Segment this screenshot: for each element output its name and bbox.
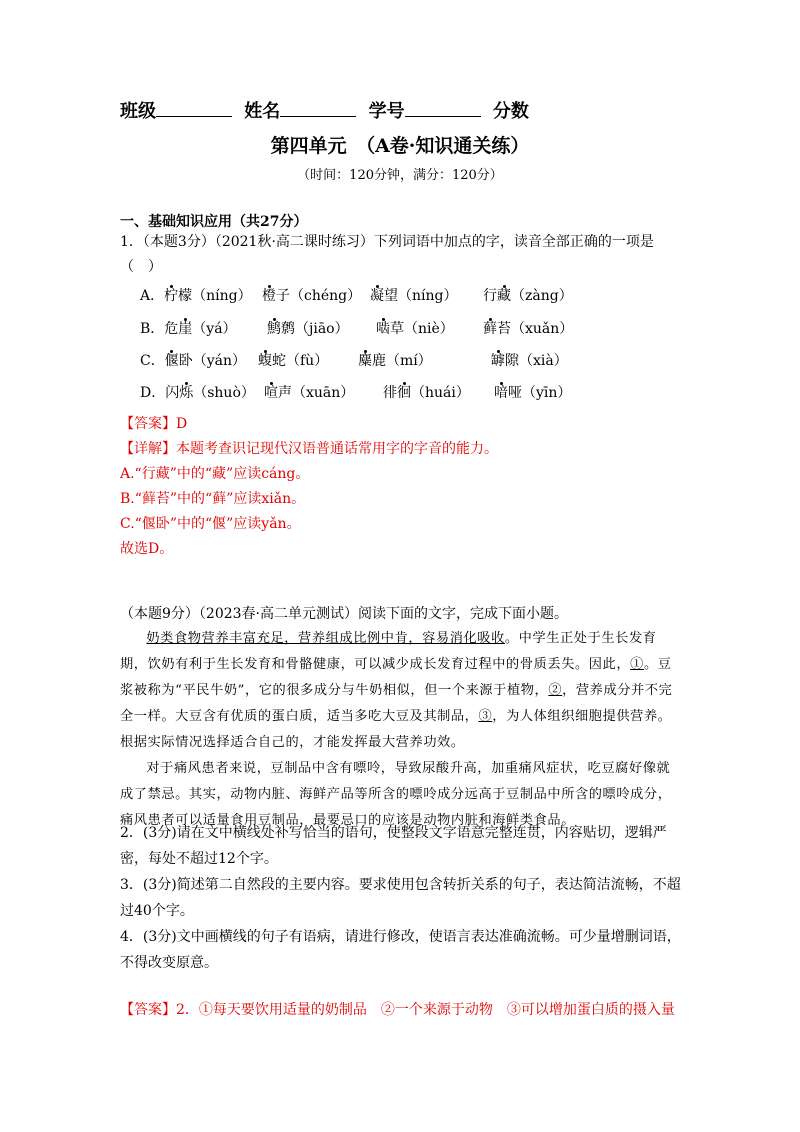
blank-1: ① <box>630 657 644 672</box>
answer-1-b: B.“藓苔”中的“藓”应读xiǎn。 <box>120 491 306 507</box>
option-b-word3: 啮草（niè） <box>376 321 454 337</box>
option-a-word3: 凝望（níng） <box>370 288 458 304</box>
answer-2: 【答案】2．①每天要饮用适量的奶制品 ②一个来源于动物 ③可以增加蛋白质的摄入量 <box>120 1002 675 1018</box>
question-2: 2．(3分)请在文中横线处补写恰当的语句，使整段文字语意完整连贯，内容贴切，逻辑严密，每处不超过12个字。 <box>120 825 667 867</box>
reading-passage <box>120 626 680 834</box>
answer-1-detail: 【详解】本题考查识记现代汉语普通话常用字的字音的能力。 <box>120 441 498 457</box>
option-d-prefix: D． <box>140 385 166 401</box>
option-c-word3: 麋鹿（mí） <box>358 353 432 369</box>
score-label: 分数 <box>492 101 529 122</box>
passage-paragraph-1 <box>120 626 680 756</box>
option-c-word4: 罅隙（xià） <box>491 353 568 369</box>
passage-text: 。中学生正处于生长发育期，饮奶有利于生长发育和骨骼健康，可以减少成长发育过程中的骨质丢失。因此， <box>120 631 657 672</box>
passage-text: ，为人体组织细胞提供营养。根据实际情况选择适合自己的，才能发挥最大营养功效。 <box>120 709 672 750</box>
option-b-word1: 危崖（yá） <box>164 321 237 337</box>
option-b-prefix: B． <box>140 321 165 337</box>
option-d-word1: 闪烁（shuò） <box>165 385 255 401</box>
option-b-word4: 藓苔（xuǎn） <box>483 321 574 337</box>
class-blank <box>156 98 232 117</box>
page-title: 第四单元 （A卷·知识通关练） <box>270 135 530 157</box>
option-a <box>140 285 252 305</box>
option-c <box>140 350 246 370</box>
option-c-word1: 偃卧（yán） <box>164 353 246 369</box>
student-info-header <box>120 97 529 123</box>
option-b <box>140 318 237 338</box>
question-4: 4．(3分)文中画横线的句子有语病，请进行修改，使语言表达准确流畅。可少量增删词语，不得改变原意。 <box>120 929 681 971</box>
answer-1-c: C.“偃卧”中的“偃”应读yǎn。 <box>120 516 301 532</box>
option-a-word1: 柠檬（níng） <box>164 288 252 304</box>
id-label: 学号 <box>368 101 405 122</box>
q1-stem: 1．（本题3分）（2021秋·高二课时练习）下列词语中加点的字，读音全部正确的一项是 <box>120 234 654 250</box>
option-d-word4: 喑哑（yīn） <box>494 385 572 401</box>
page-subtitle: （时间：120分钟，满分：120分） <box>297 168 503 183</box>
passage-text: 。豆浆被称为“平民牛奶”，它的很多成分与牛奶相似，但一个来源于植物， <box>120 657 672 698</box>
option-b-word2: 鹪鹩（jiāo） <box>267 321 349 337</box>
option-d-word3: 徘徊（huái） <box>383 385 470 401</box>
blank-2: ② <box>548 683 563 698</box>
section-heading: 一、基础知识应用（共27分） <box>120 214 308 230</box>
class-label: 班级 <box>120 101 156 122</box>
q1-stem-bracket: （ ） <box>120 259 162 275</box>
id-blank <box>405 98 481 117</box>
q2-intro: （本题9分）（2023春·高二单元测试）阅读下面的文字，完成下面小题。 <box>120 606 568 622</box>
answer-1: 【答案】D <box>120 416 188 432</box>
passage-text: ，营养成分并不完全一样。大豆含有优质的蛋白质，适当多吃大豆及其制品， <box>120 683 673 724</box>
answer-1-conclusion: 故选D。 <box>120 541 174 557</box>
blank-3: ③ <box>478 709 493 724</box>
option-d-word2: 喧声（xuān） <box>264 385 355 401</box>
name-blank <box>280 98 356 117</box>
answer-1-a: A.“行藏”中的“藏”应读cáng。 <box>120 466 310 482</box>
question-3: 3．(3分)简述第二自然段的主要内容。要求使用包含转折关系的句子，表达简洁流畅，不超过40个字。 <box>120 877 681 919</box>
option-c-prefix: C． <box>140 353 165 369</box>
passage-paragraph-2: 对于痛风患者来说，豆制品中含有嘌呤，导致尿酸升高，加重痛风症状，吃豆腐好像就成了禁忌。其实，动物内脏、海鲜产品等所含的嘌呤成分远高于豆制品中所含的嘌呤成分，痛风患者可以适量食用豆制品，最要忌口的应该是动物内脏和海鲜类食品。 <box>120 761 672 828</box>
option-a-prefix: A． <box>140 288 165 304</box>
option-a-word2: 橙子（chéng） <box>262 288 362 304</box>
name-label: 姓名 <box>244 101 281 122</box>
option-a-word4: 行藏（zàng） <box>483 288 573 304</box>
option-c-word2: 蝮蛇（fù） <box>258 353 329 369</box>
option-d <box>140 382 255 402</box>
underlined-sentence: 奶类食物营养丰富充足，营养组成比例中肯，容易消化吸收 <box>146 631 505 646</box>
